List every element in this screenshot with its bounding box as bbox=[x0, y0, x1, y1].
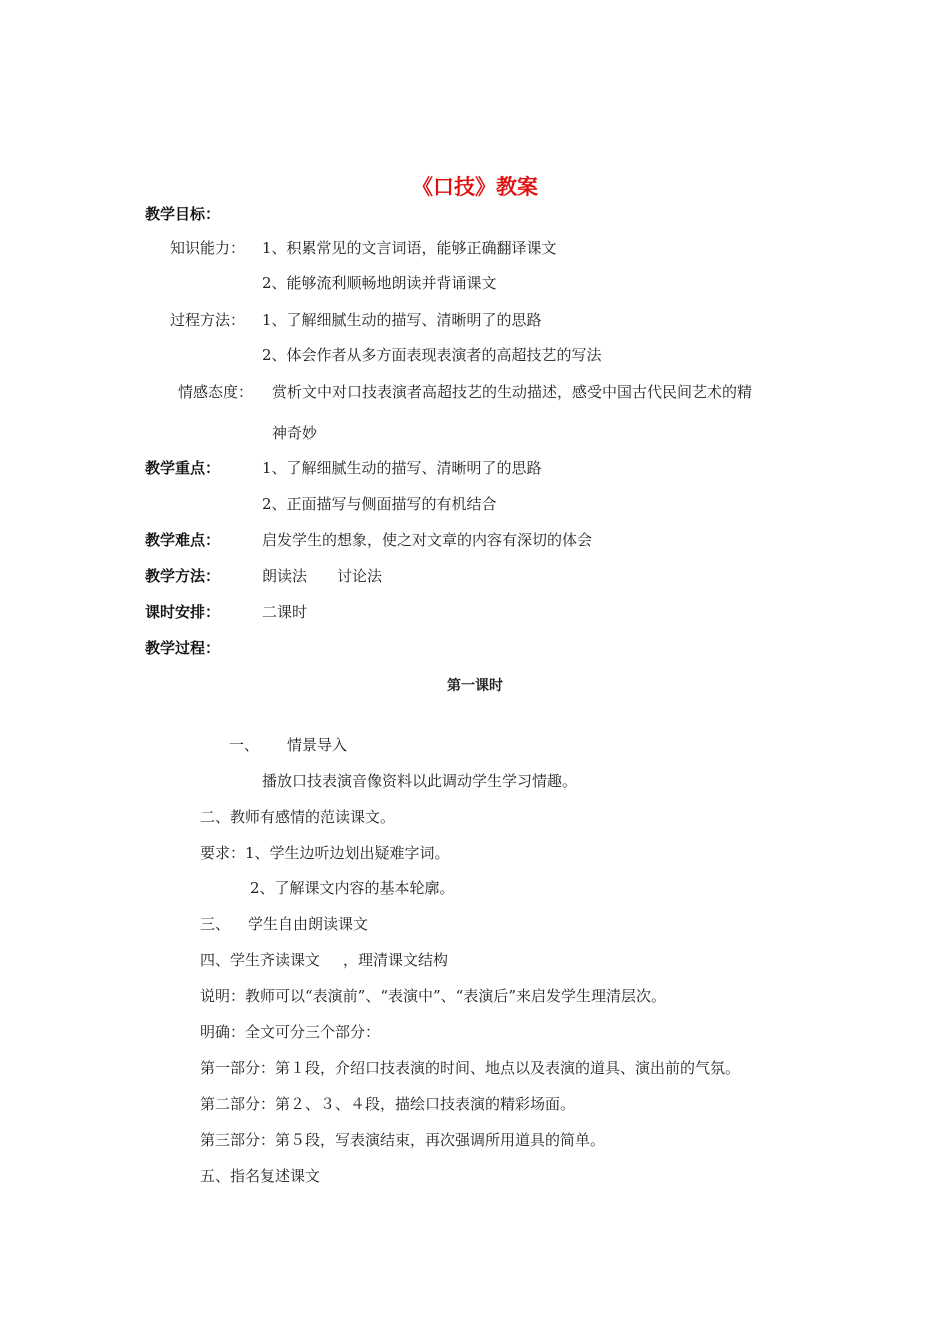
note-text: 说明：教师可以“表演前”、“表演中”、“表演后”来启发学生理清层次。 bbox=[200, 987, 667, 1005]
part-3-text: 第三部分：第５段，写表演结束，再次强调所用道具的简单。 bbox=[200, 1131, 606, 1149]
method-item-1: 朗读法 bbox=[262, 567, 308, 585]
process-item-1: 1、了解细腻生动的描写、清晰明了的思路 bbox=[262, 311, 542, 329]
knowledge-item-2: 2、能够流利顺畅地朗读并背诵课文 bbox=[262, 274, 497, 292]
schedule-text: 二课时 bbox=[262, 603, 308, 621]
document-title: 《口技》教案 bbox=[412, 175, 538, 199]
clarify-text: 明确：全文可分三个部分： bbox=[200, 1023, 381, 1041]
requirement-1: 要求：1、学生边听边划出疑难字词。 bbox=[200, 844, 450, 862]
difficulty-text: 启发学生的想象，使之对文章的内容有深切的体会 bbox=[262, 531, 593, 549]
section-4-part-b: ，理清课文结构 bbox=[343, 951, 449, 969]
emotion-label: 情感态度： bbox=[178, 383, 254, 401]
lesson-title: 第一课时 bbox=[447, 678, 503, 694]
focus-item-1: 1、了解细腻生动的描写、清晰明了的思路 bbox=[262, 459, 542, 477]
section-1-number: 一、 bbox=[229, 736, 260, 754]
part-2-text: 第二部分：第２、３、４段，描绘口技表演的精彩场面。 bbox=[200, 1095, 576, 1113]
knowledge-item-1: 1、积累常见的文言词语，能够正确翻译课文 bbox=[262, 239, 557, 257]
knowledge-label: 知识能力： bbox=[170, 239, 246, 257]
section-3-title: 学生自由朗读课文 bbox=[248, 915, 369, 933]
focus-item-2: 2、正面描写与侧面描写的有机结合 bbox=[262, 495, 497, 513]
emotion-text-line1: 赏析文中对口技表演者高超技艺的生动描述，感受中国古代民间艺术的精 bbox=[272, 383, 753, 401]
method-item-2: 讨论法 bbox=[337, 567, 383, 585]
process-item-2: 2、体会作者从多方面表现表演者的高超技艺的写法 bbox=[262, 346, 602, 364]
goals-heading: 教学目标： bbox=[145, 205, 221, 223]
section-3-number: 三、 bbox=[200, 915, 231, 933]
section-2: 二、教师有感情的范读课文。 bbox=[200, 808, 396, 826]
section-4-part-a: 四、学生齐读课文 bbox=[200, 951, 321, 969]
process-label: 过程方法： bbox=[170, 311, 246, 329]
section-5: 五、指名复述课文 bbox=[200, 1167, 321, 1185]
requirement-2: 2、了解课文内容的基本轮廓。 bbox=[250, 879, 455, 897]
section-1-body: 播放口技表演音像资料以此调动学生学习情趣。 bbox=[262, 772, 578, 790]
difficulty-heading: 教学难点： bbox=[145, 531, 221, 549]
part-1-text: 第一部分：第１段，介绍口技表演的时间、地点以及表演的道具、演出前的气氛。 bbox=[200, 1059, 741, 1077]
emotion-text-line2: 神奇妙 bbox=[272, 424, 318, 442]
method-heading: 教学方法： bbox=[145, 567, 221, 585]
focus-heading: 教学重点： bbox=[145, 459, 221, 477]
process-heading: 教学过程： bbox=[145, 639, 221, 657]
schedule-heading: 课时安排： bbox=[145, 603, 221, 621]
section-1-title: 情景导入 bbox=[287, 736, 348, 754]
